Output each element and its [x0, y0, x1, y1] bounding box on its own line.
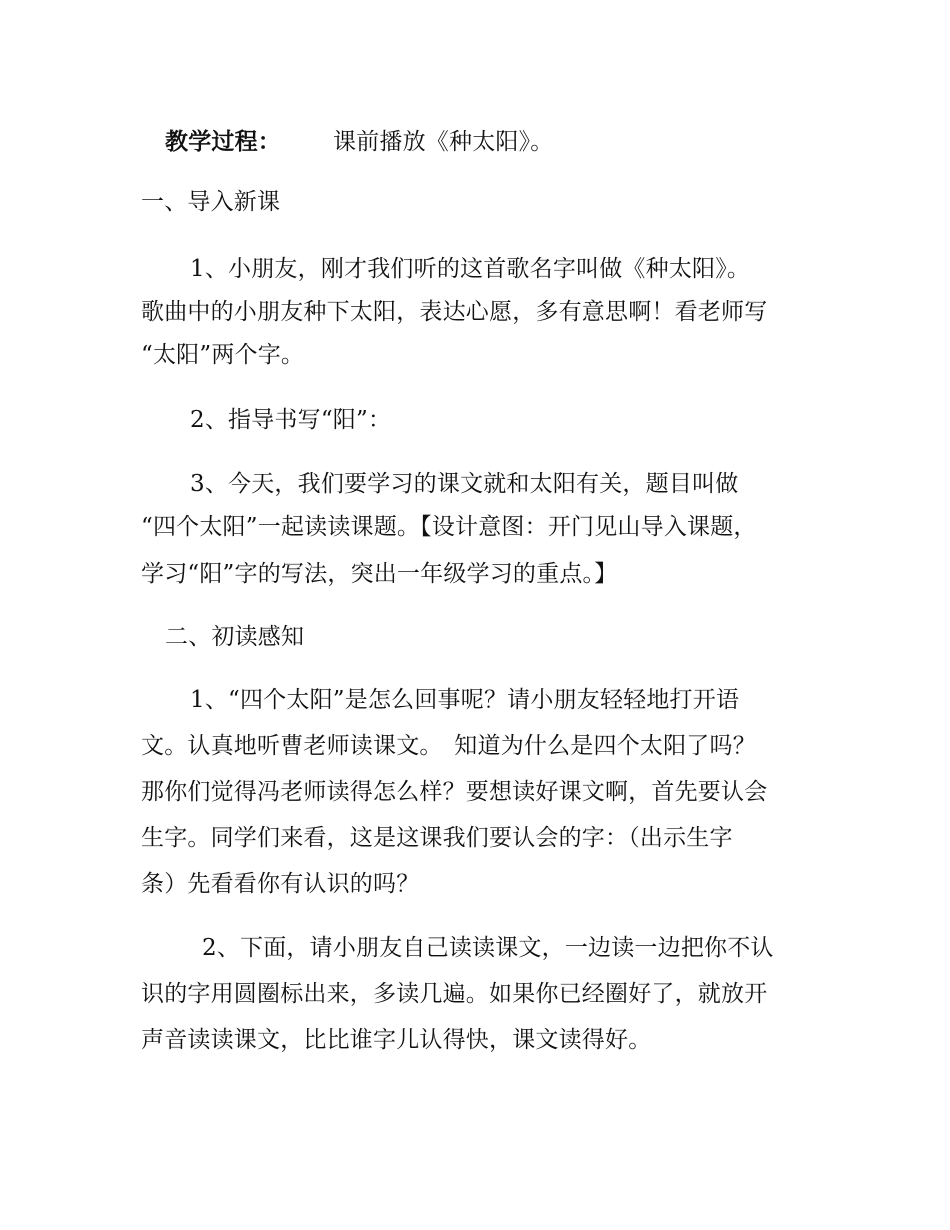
pre-class-note: 课前播放《种太阳》。 — [333, 129, 554, 155]
section-heading-reading: 二、初读感知 — [165, 624, 305, 650]
paragraph-line: 2、下面，请小朋友自己读读课文，一边读一边把你不认 — [202, 935, 774, 961]
paragraph-line: “四个太阳”一起读读课题。【设计意图：开门见山导入课题， — [141, 514, 757, 540]
teaching-process-label: 教学过程： — [165, 128, 281, 155]
paragraph-line: 1、“四个太阳”是怎么回事呢？请小朋友轻轻地打开语 — [190, 687, 740, 713]
teaching-process-line — [165, 127, 554, 157]
paragraph-line: 2、指导书写“阳”： — [190, 407, 392, 433]
paragraph-line: 歌曲中的小朋友种下太阳，表达心愿，多有意思啊！看老师写 — [141, 299, 768, 325]
paragraph-line: 识的字用圆圈标出来，多读几遍。如果你已经圈好了，就放开 — [141, 981, 768, 1007]
paragraph-line: 1、小朋友，刚才我们听的这首歌名字叫做《种太阳》。 — [190, 256, 751, 282]
paragraph-line: 条）先看看你有认识的吗？ — [141, 871, 420, 897]
paragraph-line: “太阳”两个字。 — [141, 342, 305, 368]
paragraph-line: 文。认真地听曹老师读课文。 知道为什么是四个太阳了吗？ — [141, 733, 756, 759]
paragraph-line: 学习“阳”字的写法，突出一年级学习的重点。】 — [141, 561, 618, 587]
paragraph-line: 那你们觉得冯老师读得怎么样？要想读好课文啊，首先要认会 — [141, 779, 768, 805]
paragraph-line: 生字。同学们来看，这是这课我们要认会的字：（出示生字 — [141, 825, 733, 851]
paragraph-line: 3、今天，我们要学习的课文就和太阳有关，题目叫做 — [190, 471, 739, 497]
section-heading-intro: 一、导入新课 — [141, 189, 281, 215]
paragraph-line: 声音读读课文，比比谁字儿认得快，课文读得好。 — [141, 1027, 652, 1053]
